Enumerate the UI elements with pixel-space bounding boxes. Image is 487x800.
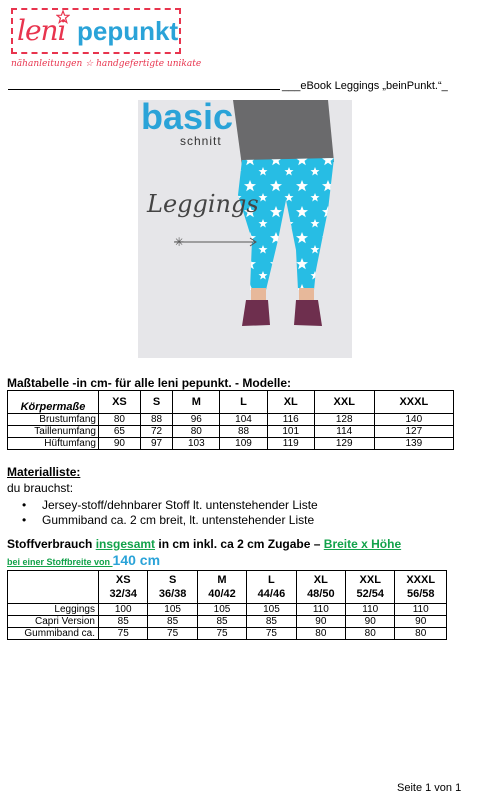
fabric-title-part1: Stoffverbrauch (7, 537, 96, 551)
table-cell: 116 (267, 414, 314, 426)
cover-script-label: Leggings (147, 190, 259, 218)
table-cell: 65 (99, 426, 141, 438)
table-cell: 140 (374, 414, 453, 426)
size-label: XL (313, 574, 328, 586)
row-label: Hüftumfang (8, 438, 99, 450)
table-cell: 110 (296, 604, 345, 616)
cover-photo (138, 100, 352, 358)
table-cell: 80 (296, 628, 345, 640)
table-cell: 103 (173, 438, 220, 450)
cover-title: basic (141, 96, 234, 137)
size-label: XXL (359, 574, 381, 586)
star-icon (56, 10, 70, 24)
table-cell: 85 (247, 616, 296, 628)
page-number: Seite 1 von 1 (397, 782, 462, 794)
table-cell: 119 (267, 438, 314, 450)
size-label: M (217, 574, 227, 586)
measurements-title: Maßtabelle -in cm- für alle leni pepunkt. - Modelle: (7, 376, 292, 390)
table-cell: 90 (99, 438, 141, 450)
table-row (8, 438, 454, 450)
table-cell: 100 (99, 604, 148, 616)
table-cell: 105 (247, 604, 296, 616)
size-range: 48/50 (307, 588, 335, 600)
fabric-title-highlight: insgesamt (95, 537, 156, 551)
table-cell: 85 (99, 616, 148, 628)
size-header (296, 571, 345, 604)
cover-subtitle: schnitt (180, 134, 222, 148)
materials-intro: du brauchst: (7, 481, 74, 495)
table-cell: 88 (140, 414, 172, 426)
size-header: XS (99, 391, 141, 414)
fabric-width-prefix: bei einer Stoffbreite von (7, 557, 113, 567)
fabric-title-part2: in cm inkl. ca 2 cm Zugabe – (155, 537, 324, 551)
table-cell: 75 (99, 628, 148, 640)
size-label: XS (115, 574, 131, 586)
logo-text-leni: leni (17, 14, 66, 47)
table-cell: 97 (140, 438, 172, 450)
size-label: L (268, 574, 275, 586)
table-cell: 85 (148, 616, 197, 628)
table-row (8, 604, 447, 616)
table-cell: 109 (220, 438, 267, 450)
table-cell: 90 (296, 616, 345, 628)
leggings-illustration (138, 100, 352, 358)
corner-label: Körpermaße (8, 391, 99, 414)
size-range: 56/58 (406, 588, 435, 600)
table-row (8, 414, 454, 426)
table-cell: 128 (314, 414, 374, 426)
table-cell: 80 (99, 414, 141, 426)
size-header: L (220, 391, 267, 414)
size-header: M (173, 391, 220, 414)
list-item: • Gummiband ca. 2 cm breit, lt. untenstehender Liste (22, 513, 318, 528)
table-row (8, 628, 447, 640)
table-cell: 90 (395, 616, 447, 628)
size-range: 52/54 (356, 588, 384, 600)
size-header (346, 571, 395, 604)
materials-title: Materialliste: (7, 465, 81, 479)
size-range: 40/42 (208, 588, 236, 600)
size-header (197, 571, 246, 604)
table-cell: 110 (395, 604, 447, 616)
table-row (8, 426, 454, 438)
row-label: Taillenumfang (8, 426, 99, 438)
measurements-table (7, 390, 454, 450)
size-header (148, 571, 197, 604)
table-header-row (8, 391, 454, 414)
table-cell: 80 (346, 628, 395, 640)
table-cell: 105 (148, 604, 197, 616)
fabric-table (7, 570, 447, 640)
row-label: Gummiband ca. (8, 628, 99, 640)
table-cell: 127 (374, 426, 453, 438)
logo-text-pepunkt: pepunkt (77, 16, 179, 46)
table-cell: 85 (197, 616, 246, 628)
table-cell: 90 (346, 616, 395, 628)
table-cell: 75 (247, 628, 296, 640)
list-item: • Jersey-stoff/dehnbarer Stoff lt. untenstehender Liste (22, 498, 318, 513)
size-header: XL (267, 391, 314, 414)
table-cell: 114 (314, 426, 374, 438)
fabric-width-value: 140 cm (112, 552, 161, 568)
size-range: 36/38 (158, 588, 187, 600)
size-label: S (168, 574, 177, 586)
header-rule (8, 89, 280, 90)
size-header (99, 571, 148, 604)
table-cell: 75 (197, 628, 246, 640)
materials-list (22, 498, 318, 528)
table-cell: 104 (220, 414, 267, 426)
table-cell: 110 (346, 604, 395, 616)
size-header: XXL (314, 391, 374, 414)
corner-cell (8, 571, 99, 604)
table-cell: 129 (314, 438, 374, 450)
table-cell: 139 (374, 438, 453, 450)
table-cell: 75 (148, 628, 197, 640)
table-row (8, 616, 447, 628)
size-range: 44/46 (257, 588, 286, 600)
table-cell: 105 (197, 604, 246, 616)
logo-tagline: nähanleitungen ☆ handgefertigte unikate (11, 59, 202, 69)
svg-text:✳: ✳ (174, 235, 185, 249)
fabric-title (7, 537, 401, 551)
size-range: 32/34 (109, 588, 137, 600)
document-title: ___eBook Leggings „beinPunkt.“_ (282, 80, 448, 92)
table-cell: 72 (140, 426, 172, 438)
table-cell: 80 (395, 628, 447, 640)
size-label: XXXL (406, 574, 436, 586)
row-label: Leggings (8, 604, 99, 616)
size-header: XXXL (374, 391, 453, 414)
size-header (395, 571, 447, 604)
table-cell: 80 (173, 426, 220, 438)
fabric-width-note (7, 552, 160, 570)
table-cell: 88 (220, 426, 267, 438)
table-header-row (8, 571, 447, 604)
table-cell: 101 (267, 426, 314, 438)
size-header (247, 571, 296, 604)
row-label: Capri Version (8, 616, 99, 628)
table-cell: 96 (173, 414, 220, 426)
fabric-title-highlight2: Breite x Höhe (323, 537, 402, 551)
size-header: S (140, 391, 172, 414)
row-label: Brustumfang (8, 414, 99, 426)
